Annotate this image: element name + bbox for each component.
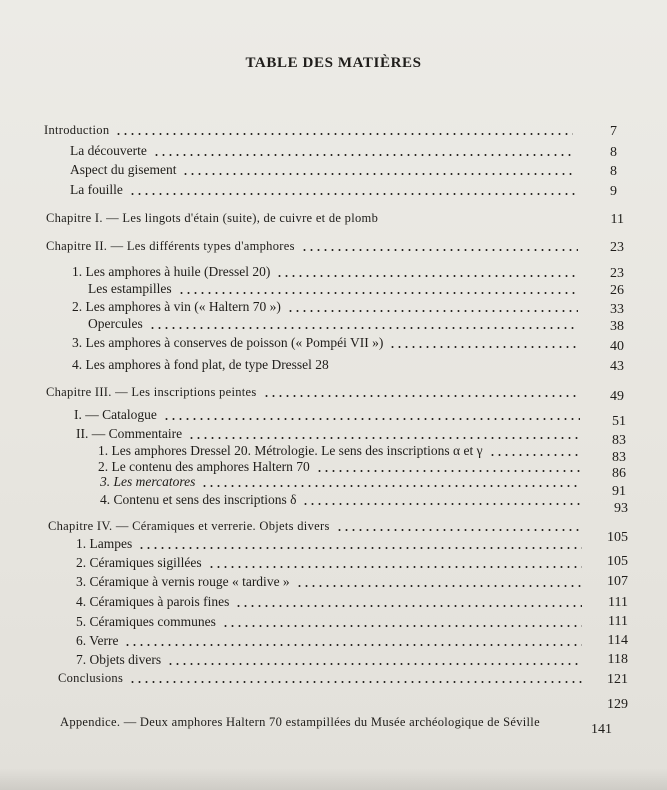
toc-entry-page: 8: [610, 145, 617, 160]
toc-entry-page: 23: [610, 266, 624, 281]
toc-entry-page: 111: [608, 614, 628, 629]
toc-entry-label: 1. Lampes: [76, 536, 133, 551]
toc-entry-label: II. — Commentaire: [76, 426, 183, 441]
toc-entry: [76, 424, 586, 442]
toc-entry-label: 5. Céramiques communes: [76, 614, 216, 629]
toc-entry: [76, 592, 588, 610]
toc-entry-label: Conclusions: [58, 671, 124, 685]
toc-entry-label: Chapitre I. — Les lingots d'étain (suite), de cuivre et de plomb: [46, 211, 379, 225]
dot-leader: [222, 625, 582, 627]
toc-entry-page: 86: [612, 466, 626, 481]
dot-leader: [263, 395, 578, 397]
toc-entry-label: La découverte: [70, 143, 147, 158]
toc-entry-page: 23: [610, 240, 624, 255]
toc-entry-page: 83: [612, 450, 626, 465]
dot-leader: [138, 547, 582, 549]
toc-entry: [70, 141, 581, 159]
dot-leader: [149, 327, 578, 329]
toc-entry: [76, 612, 588, 630]
dot-leader: [153, 154, 575, 156]
toc-entry: [88, 314, 584, 332]
toc-entry-page: 118: [607, 652, 628, 667]
dot-leader: [167, 663, 582, 665]
toc-entry: [76, 534, 588, 552]
toc-entry: [88, 279, 584, 297]
toc-entry-label: 3. Céramique à vernis rouge « tardive »: [76, 574, 290, 589]
toc-entry-label: 3. Les mercatores: [100, 474, 196, 489]
toc-entry-label: Les estampilles: [88, 281, 172, 296]
dot-leader: [296, 585, 582, 587]
toc-chapter: [46, 236, 584, 254]
toc-entry-page: 38: [610, 319, 624, 334]
toc-entry: [70, 160, 581, 178]
toc-entry: [72, 355, 584, 373]
toc-entry-page: 91: [612, 484, 626, 499]
dot-leader: [129, 193, 575, 195]
toc-entry: [74, 405, 586, 423]
toc-entry: [72, 297, 584, 315]
toc-entry: [100, 472, 586, 490]
dot-leader: [115, 133, 573, 135]
toc-entry-label: 4. Contenu et sens des inscriptions δ: [100, 492, 297, 507]
dot-leader: [301, 249, 578, 251]
toc-entry-page: 51: [612, 414, 626, 429]
toc-entry-label: Aspect du gisement: [70, 162, 177, 177]
toc-entry-page: 105: [607, 554, 628, 569]
toc-entry-page: 141: [591, 722, 612, 737]
dot-leader: [129, 681, 586, 683]
toc-entry-page: 8: [610, 164, 617, 179]
toc-chapter: [46, 382, 584, 400]
dot-leader: [182, 173, 575, 175]
toc-entry: [72, 262, 584, 280]
toc-entry: [76, 650, 588, 668]
toc-entry-page: 43: [610, 359, 624, 374]
toc-entry-label: 2. Le contenu des amphores Haltern 70: [98, 459, 310, 474]
toc-entry-label: Opercules: [88, 316, 143, 331]
toc-entry-page: 33: [610, 302, 624, 317]
toc-entry-page: 9: [610, 184, 617, 199]
toc-entry: [100, 490, 588, 508]
toc-entry-page: 26: [610, 283, 624, 298]
dot-leader: [188, 437, 580, 439]
toc-entry-label: I. — Catalogue: [74, 407, 157, 422]
dot-leader: [163, 418, 580, 420]
dot-leader: [235, 605, 582, 607]
toc-entry-page: 129: [607, 697, 628, 712]
toc-entry-label: 7. Objets divers: [76, 652, 162, 667]
toc-entry-label: 1. Les amphores Dressel 20. Métrologie. Le sens des inscriptions α et γ: [98, 443, 483, 458]
toc-entry: [44, 120, 579, 138]
toc-entry-label: Appendice. — Deux amphores Haltern 70 estampillées du Musée archéologique de Séville: [60, 715, 540, 729]
toc-entry: [76, 572, 588, 590]
toc-chapter: [60, 712, 592, 730]
dot-leader: [124, 644, 582, 646]
toc-chapter: [46, 208, 584, 226]
dot-leader: [489, 454, 580, 456]
toc-entry-page: 114: [607, 633, 628, 648]
toc-chapter: [58, 668, 592, 686]
toc-entry: [76, 631, 588, 649]
toc-entry-page: 111: [608, 595, 628, 610]
toc-entry-page: 40: [610, 339, 624, 354]
page-title: TABLE DES MATIÈRES: [245, 55, 422, 71]
dot-leader: [276, 275, 578, 277]
toc-chapter: [48, 516, 588, 534]
toc-entry-label: 1. Les amphores à huile (Dressel 20): [72, 264, 271, 279]
toc-entry-page: 49: [610, 389, 624, 404]
toc-entry-label: Chapitre II. — Les différents types d'amphores: [46, 239, 295, 253]
dot-leader: [201, 485, 580, 487]
dot-leader: [208, 566, 582, 568]
toc-entry-label: Chapitre IV. — Céramiques et verrerie. Objets divers: [48, 519, 330, 533]
toc-entry-page: 83: [612, 433, 626, 448]
toc-entry-page: 105: [607, 530, 628, 545]
toc-entry: [72, 333, 584, 351]
toc-entry-label: 6. Verre: [76, 633, 119, 648]
dot-leader: [389, 346, 578, 348]
toc-entry-page: 93: [614, 501, 628, 516]
toc-entry-label: 4. Céramiques à parois fines: [76, 594, 230, 609]
toc-entry-page: 107: [607, 574, 628, 589]
toc-entry: [70, 180, 581, 198]
page-edge-shadow: [0, 768, 667, 790]
dot-leader: [336, 529, 582, 531]
toc-entry-page: 11: [610, 212, 624, 227]
toc-entry-label: 4. Les amphores à fond plat, de type Dressel 28: [72, 357, 329, 372]
toc-entry-page: 7: [610, 124, 617, 139]
dot-leader: [287, 310, 578, 312]
dot-leader: [302, 503, 582, 505]
toc-entry-label: Chapitre III. — Les inscriptions peintes: [46, 385, 257, 399]
toc-entry-label: 2. Céramiques sigillées: [76, 555, 202, 570]
toc-entry-page: 121: [607, 672, 628, 687]
dot-leader: [178, 292, 578, 294]
toc-entry-label: Introduction: [44, 123, 110, 137]
toc-entry-label: 3. Les amphores à conserves de poisson (« Pompéi VII »): [72, 335, 384, 350]
toc-entry-label: 2. Les amphores à vin (« Haltern 70 »): [72, 299, 281, 314]
toc-entry: [76, 553, 588, 571]
toc-entry-label: La fouille: [70, 182, 123, 197]
